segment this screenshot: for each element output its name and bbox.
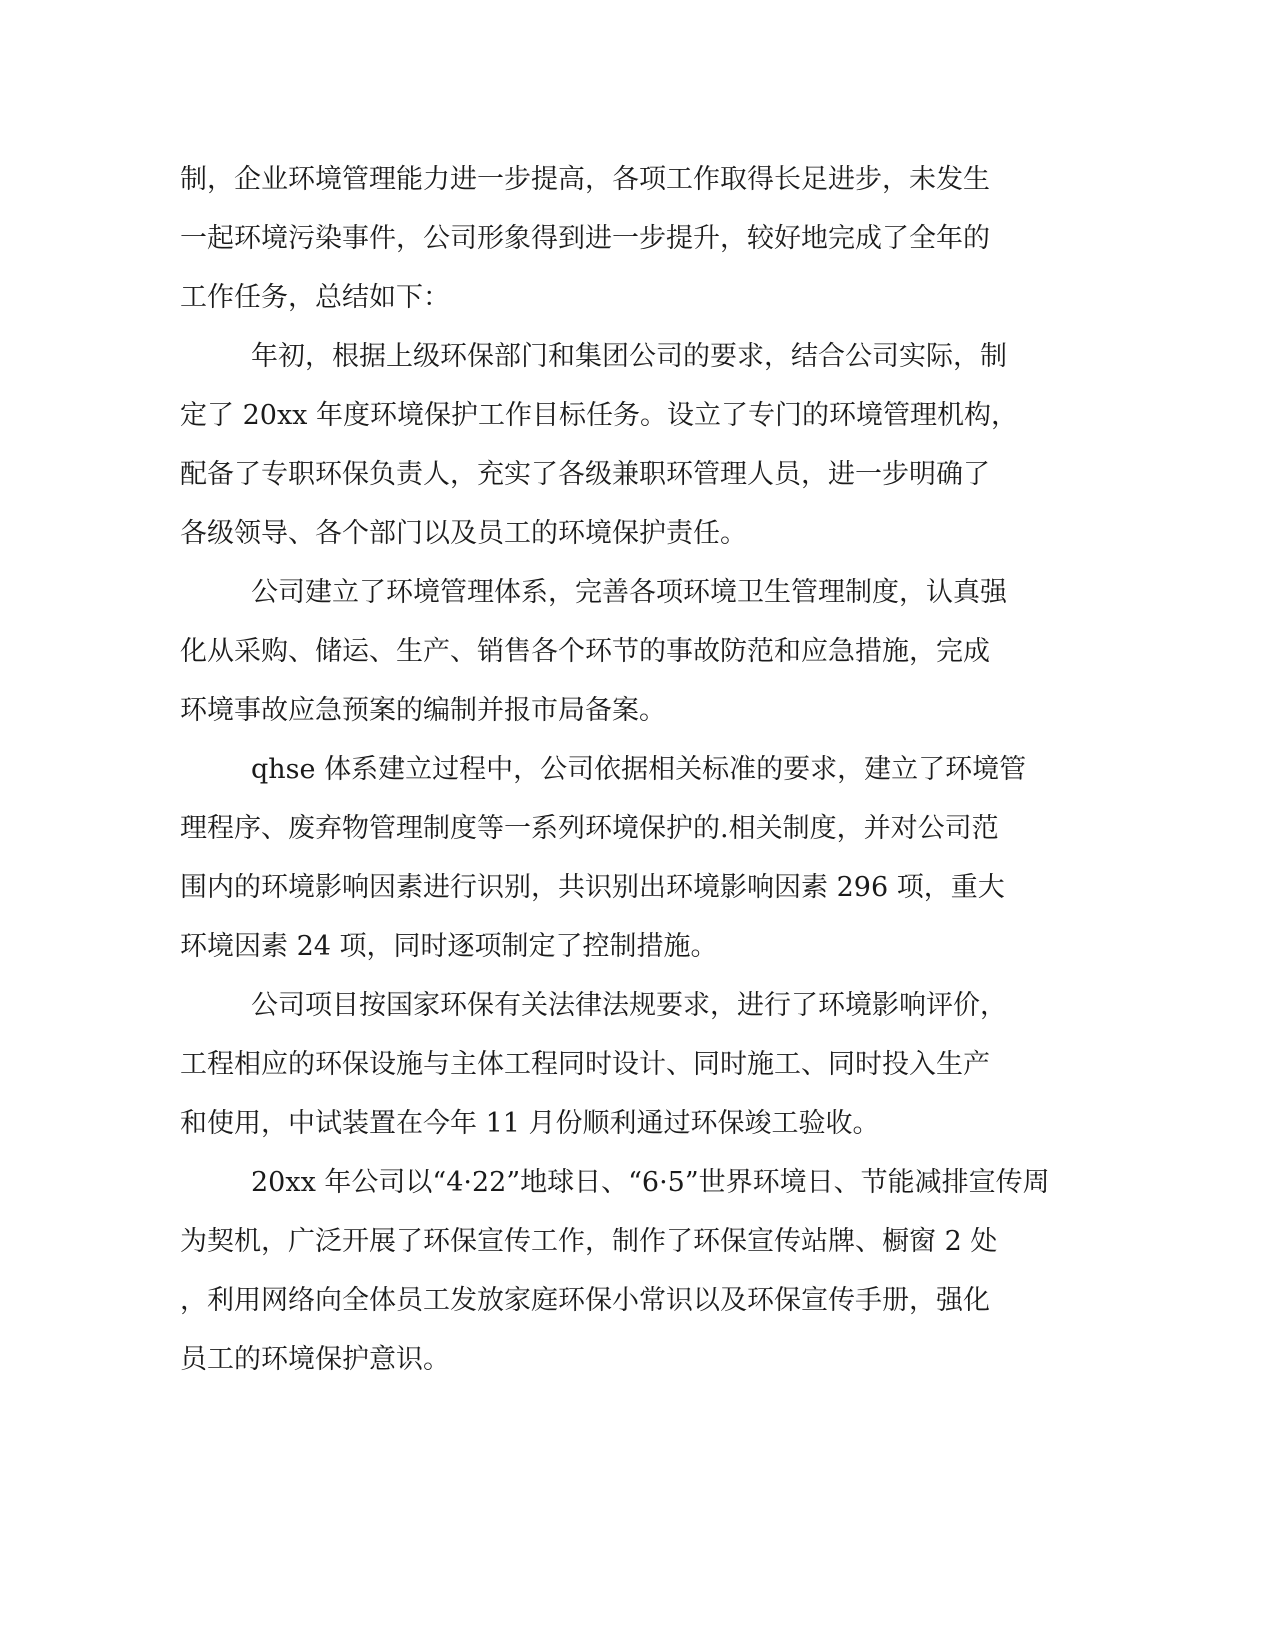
body-text-line: 环境事故应急预案的编制并报市局备案。 <box>180 695 666 726</box>
body-text-line: ，利用网络向全体员工发放家庭环保小常识以及环保宣传手册，强化 <box>180 1285 990 1316</box>
body-text-line: 和使用，中试装置在今年 11 月份顺利通过环保竣工验收。 <box>180 1108 880 1139</box>
body-text-line: 20xx 年公司以“4·22”地球日、“6·5”世界环境日、节能减排宣传周 <box>251 1167 1050 1198</box>
body-text-line: 员工的环境保护意识。 <box>180 1344 450 1375</box>
body-text-line: 围内的环境影响因素进行识别，共识别出环境影响因素 296 项，重大 <box>180 872 1005 903</box>
body-text-line: 公司项目按国家环保有关法律法规要求，进行了环境影响评价， <box>251 990 1007 1021</box>
body-text-line: 理程序、废弃物管理制度等一系列环境保护的.相关制度，并对公司范 <box>180 813 999 844</box>
body-text-line: 配备了专职环保负责人，充实了各级兼职环管理人员，进一步明确了 <box>180 459 990 490</box>
body-text-line: 环境因素 24 项，同时逐项制定了控制措施。 <box>180 931 718 962</box>
body-text-line: 制，企业环境管理能力进一步提高，各项工作取得长足进步，未发生 <box>180 164 990 195</box>
body-text-line: 工作任务，总结如下： <box>180 282 450 313</box>
body-text-line: qhse 体系建立过程中，公司依据相关标准的要求，建立了环境管 <box>251 754 1027 785</box>
body-text-line: 年初，根据上级环保部门和集团公司的要求，结合公司实际，制 <box>251 341 1007 372</box>
body-text-line: 公司建立了环境管理体系，完善各项环境卫生管理制度，认真强 <box>251 577 1007 608</box>
body-text-line: 一起环境污染事件，公司形象得到进一步提升，较好地完成了全年的 <box>180 223 990 254</box>
body-text-line: 各级领导、各个部门以及员工的环境保护责任。 <box>180 518 747 549</box>
body-text-line: 为契机，广泛开展了环保宣传工作，制作了环保宣传站牌、橱窗 2 处 <box>180 1226 998 1257</box>
body-text-line: 工程相应的环保设施与主体工程同时设计、同时施工、同时投入生产 <box>180 1049 990 1080</box>
body-text-line: 定了 20xx 年度环境保护工作目标任务。设立了专门的环境管理机构， <box>180 400 1018 431</box>
body-text-line: 化从采购、储运、生产、销售各个环节的事故防范和应急措施，完成 <box>180 636 990 667</box>
